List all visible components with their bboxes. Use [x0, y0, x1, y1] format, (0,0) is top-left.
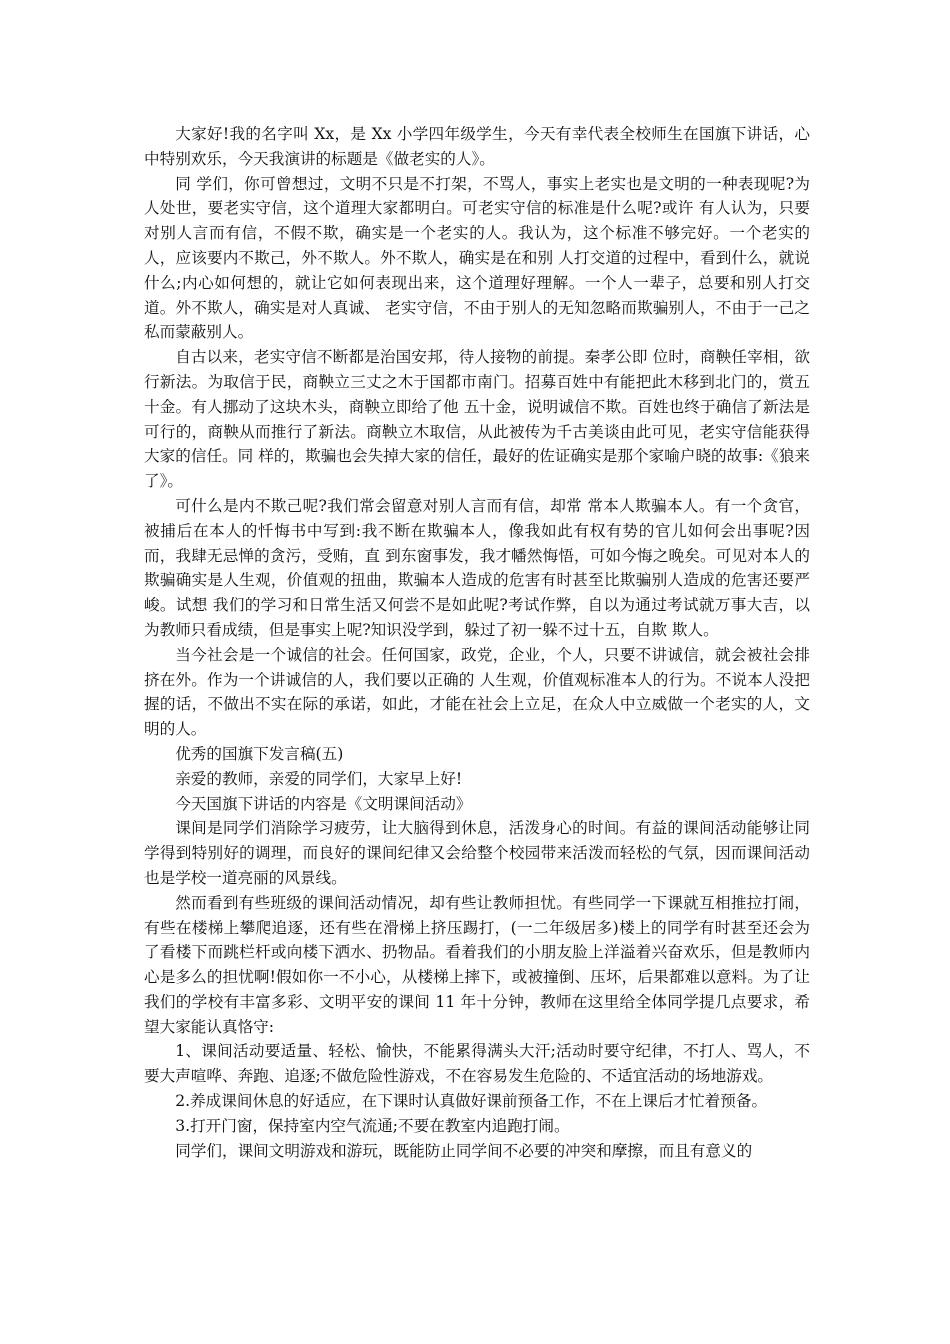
paragraph-recess-concern: 然而看到有些班级的课间活动情况，却有些让教师担忧。有些同学一下课就互相推拉打闹，有些在楼梯上攀爬追逐，还有些在滑梯上挤压踢打，(一二年级居多)楼上的同学有时甚至还会为了看楼下而跳栏杆或向楼下洒水、扔物品。看着我们的小朋友脸上洋溢着兴奋欢乐，但是教师内心是多么的担忧啊!假如你一不小心，从楼梯上摔下，或被撞倒、压坏，后果都难以意料。为了让我们的学校有丰富多彩、文明平安的课间 11 年十分钟，教师在这里给全体同学提几点要求，希望大家能认真恪守:	[144, 893, 810, 1036]
paragraph-closing: 同学们，课间文明游戏和游玩，既能防止同学间不必要的冲突和摩擦，而且有意义的	[175, 1141, 753, 1160]
section-heading: 优秀的国旗下发言稿(五)	[175, 744, 344, 763]
rule-item-2: 2.养成课间休息的好适应，在下课时认真做好课前预备工作，不在上课后才忙着预备。	[175, 1092, 768, 1111]
topic-line: 今天国旗下讲话的内容是《文明课间活动》	[175, 794, 472, 813]
paragraph-history: 自古以来，老实守信不断都是治国安邦，待人接物的前提。秦孝公即 位时，商鞅任宰相，欲行新法。为取信于民，商鞅立三丈之木于国都市南门。招募百姓中有能把此木移到北门的，赏五十金。有人挪动了这块木头，商鞅立即给了他 五十金，说明诚信不欺。百姓也终于确信了新法是可行的，商鞅从而推行了新法。商鞅立木取信，从此被传为千古美谈由此可见，老实守信能获得大家的信任。同 样的，欺骗也会失掉大家的信任，最好的佐证确实是那个家喻户晓的故事:《狼来了》。	[144, 348, 810, 491]
greeting: 亲爱的教师，亲爱的同学们，大家早上好!	[175, 769, 463, 788]
paragraph-honesty-definition: 同 学们，你可曾想过，文明不只是不打架，不骂人，事实上老实也是文明的一种表现呢?为人处世，要老实守信，这个道理大家都明白。可老实守信的标准是什么呢?或许 有人认为，只要对别人言而有信，不假不欺，确实是一个老实的人。我认为，这个标准不够完好。一个老实的人，应该要内不欺己，外不欺人。外不欺人，确实是在和别 人打交道的过程中，看到什么，就说什么;内心如何想的，就让它如何表现出来，这个道理好理解。一个人一辈子，总要和别人打交道。外不欺人，确实是对人真诚、 老实守信，不由于别人的无知忽略而欺骗别人，不由于一己之私而蒙蔽别人。	[144, 174, 810, 342]
document-page	[144, 122, 810, 1163]
paragraph-recess-intro: 课间是同学们消除学习疲劳，让大脑得到休息，活泼身心的时间。有益的课间活动能够让同学得到特别好的调理，而良好的课间纪律又会给整个校园带来活泼而轻松的气氛，因而课间活动也是学校一道亮丽的风景线。	[144, 819, 810, 887]
rule-item-3: 3.打开门窗，保持室内空气流通;不要在教室内追跑打闹。	[175, 1116, 570, 1135]
paragraph-society: 当今社会是一个诚信的社会。任何国家，政党，企业，个人，只要不讲诚信，就会被社会排挤在外。作为一个讲诚信的人，我们要以正确的 人生观，价值观标准本人的行为。不说本人没把握的话，不做出不实在际的承诺，如此，才能在社会上立足，在众人中立威做一个老实的人，文明的人。	[144, 645, 810, 739]
paragraph-self-deception: 可什么是内不欺己呢?我们常会留意对别人言而有信，却常 常本人欺骗本人。有一个贪官，被捕后在本人的忏悔书中写到:我不断在欺骗本人，像我如此有权有势的官儿如何会出事呢?因而，我肆无忌惮的贪污，受贿，直 到东窗事发，我才幡然悔悟，可如今悔之晚矣。可见对本人的欺骗确实是人生观，价值观的扭曲，欺骗本人造成的危害有时甚至比欺骗别人造成的危害还要严峻。试想 我们的学习和日常生活又何尝不是如此呢?考试作弊，自以为通过考试就万事大吉，以为教师只看成绩，但是事实上呢?知识没学到，躲过了初一躲不过十五，自欺 欺人。	[144, 496, 810, 639]
rule-item-1: 1、课间活动要适量、轻松、愉快，不能累得满头大汗;活动时要守纪律，不打人、骂人，不要大声喧哗、奔跑、追逐;不做危险性游戏，不在容易发生危险的、不适宜活动的场地游戏。	[144, 1042, 810, 1086]
paragraph-intro: 大家好!我的名字叫 Xx，是 Xx 小学四年级学生，今天有幸代表全校师生在国旗下讲话，心中特别欢乐，今天我演讲的标题是《做老实的人》。	[144, 125, 810, 168]
